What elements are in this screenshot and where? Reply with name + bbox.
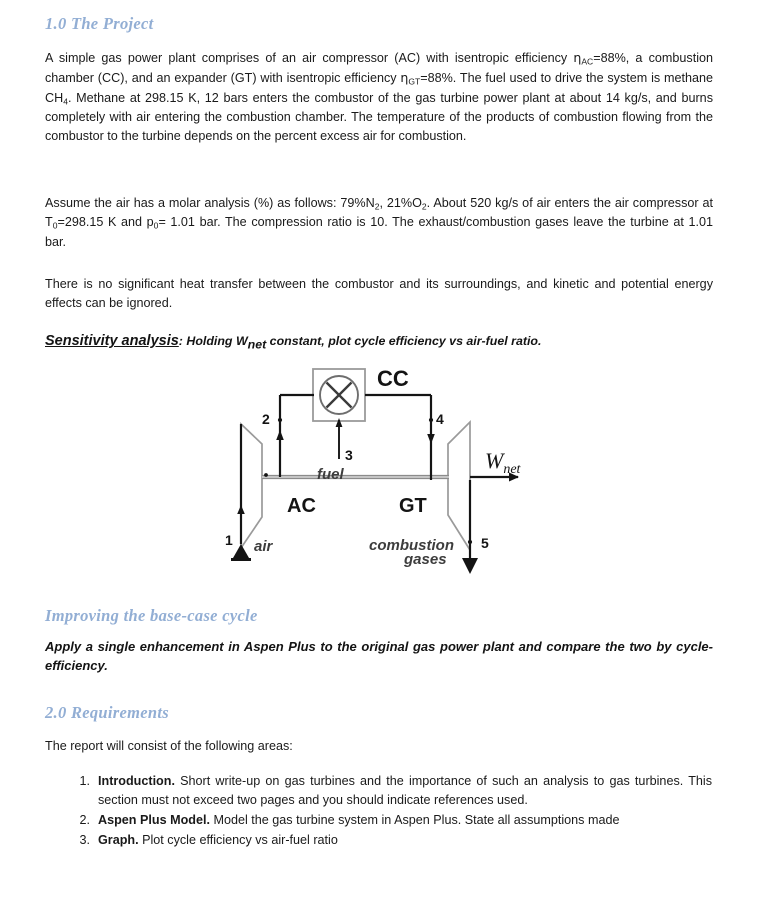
requirements-list [72, 772, 712, 851]
combustor-label: CC [377, 366, 409, 391]
sensitivity-body-start: Holding W [186, 334, 248, 348]
sensitivity-analysis-line [45, 333, 715, 351]
stream-3-label: 3 [345, 447, 353, 463]
list-item-text: Short write-up on gas turbines and the importance of such an analysis to gas turbines. This section must not exceed two pages and you should indicate references used. [98, 774, 712, 807]
list-item-number: 2. [79, 812, 90, 827]
compressor-label: AC [287, 495, 316, 517]
text-run: =88%. The fuel used to drive the system is methane CH [45, 71, 713, 105]
paragraph-project-description [45, 48, 713, 146]
subscript: 0 [153, 220, 159, 231]
list-item-title: Aspen Plus Model. [98, 812, 210, 827]
text-run: There is no significant heat transfer between the combustor and its surroundings, and kinetic and potential energy effects can be ignored. [45, 277, 713, 311]
subscript: 0 [52, 220, 58, 231]
requirements-intro: The report will consist of the following areas: [45, 739, 293, 753]
list-item [72, 772, 712, 810]
stream-1-label: 1 [225, 532, 233, 548]
text-run: , 21%O [379, 196, 422, 210]
stream-1-ground-arrow [233, 544, 249, 558]
subscript: AC [581, 56, 594, 67]
list-item [72, 831, 712, 850]
greek-symbol: η [573, 50, 582, 65]
sensitivity-analysis-label: Sensitivity analysis [45, 333, 179, 349]
wnet-label: $W_{net}$ [485, 448, 521, 477]
text-run: A simple gas power plant comprises of an air compressor (AC) with isentropic efficiency [45, 51, 574, 65]
turbine-shape [448, 422, 470, 550]
text-run: Assume the air has a molar analysis (%) as follows: 79%N [45, 196, 375, 210]
compressor-shape [241, 424, 262, 548]
combustion-label: combustion [369, 537, 454, 554]
subscript: 2 [374, 201, 380, 212]
fuel-label: fuel [317, 466, 344, 483]
section-heading-requirements: 2.0 Requirements [45, 703, 169, 722]
list-item-title: Graph. [98, 832, 139, 847]
text-run: . Methane at 298.15 K, 12 bars enters the combustor of the gas turbine power plant at about 14 kg/s, and burns completely with air entering the combustion chamber. The temperature of the products of combustion flowing from the combustor to the turbine depends on the percent excess air for combustion. [45, 90, 713, 144]
list-item-number: 1. [79, 774, 90, 788]
air-label: air [254, 538, 273, 555]
sensitivity-colon: : [178, 334, 183, 348]
subscript: 2 [421, 201, 427, 212]
sensitivity-body-end: constant, plot cycle efficiency vs air-fuel ratio. [266, 334, 542, 348]
stream-5-label: 5 [481, 535, 489, 551]
stream-4-label: 4 [436, 411, 444, 427]
paragraph-air-analysis [45, 194, 713, 252]
list-item-number: 3. [79, 832, 90, 847]
subscript: 4 [63, 96, 68, 107]
paragraph-assumptions [45, 275, 713, 313]
text-run: =88%, a combustion chamber (CC), and an expander (GT) with isentropic efficiency [45, 51, 714, 86]
list-item [72, 811, 712, 830]
text-run: =298.15 K and p [57, 215, 154, 230]
stream-2-label: 2 [262, 411, 270, 427]
gases-label: gases [404, 551, 447, 568]
text-run: . About 520 kg/s of air enters the air compressor at T [45, 196, 714, 230]
improving-body-text: Apply a single enhancement in Aspen Plus to the original gas power plant and compare the two by cycle-efficiency. [45, 639, 713, 673]
greek-symbol: η [400, 70, 409, 86]
section-heading-project [45, 14, 715, 34]
page-title: 1.0 The Project [45, 14, 154, 33]
gas-turbine-cycle-diagram [200, 362, 570, 594]
subscript: GT [408, 76, 421, 87]
list-item-title: Introduction. [98, 774, 175, 788]
list-item-text: Plot cycle efficiency vs air-fuel ratio [138, 832, 338, 847]
section-heading-improving: Improving the base-case cycle [45, 606, 258, 625]
turbine-label: GT [399, 495, 427, 517]
text-run: = 1.01 bar. The compression ratio is 10. The exhaust/combustion gases leave the turbine at 1.01 bar. [45, 215, 714, 249]
sensitivity-wnet-subscript: net [247, 337, 267, 352]
list-item-text: Model the gas turbine system in Aspen Plus. State all assumptions made [209, 812, 620, 827]
